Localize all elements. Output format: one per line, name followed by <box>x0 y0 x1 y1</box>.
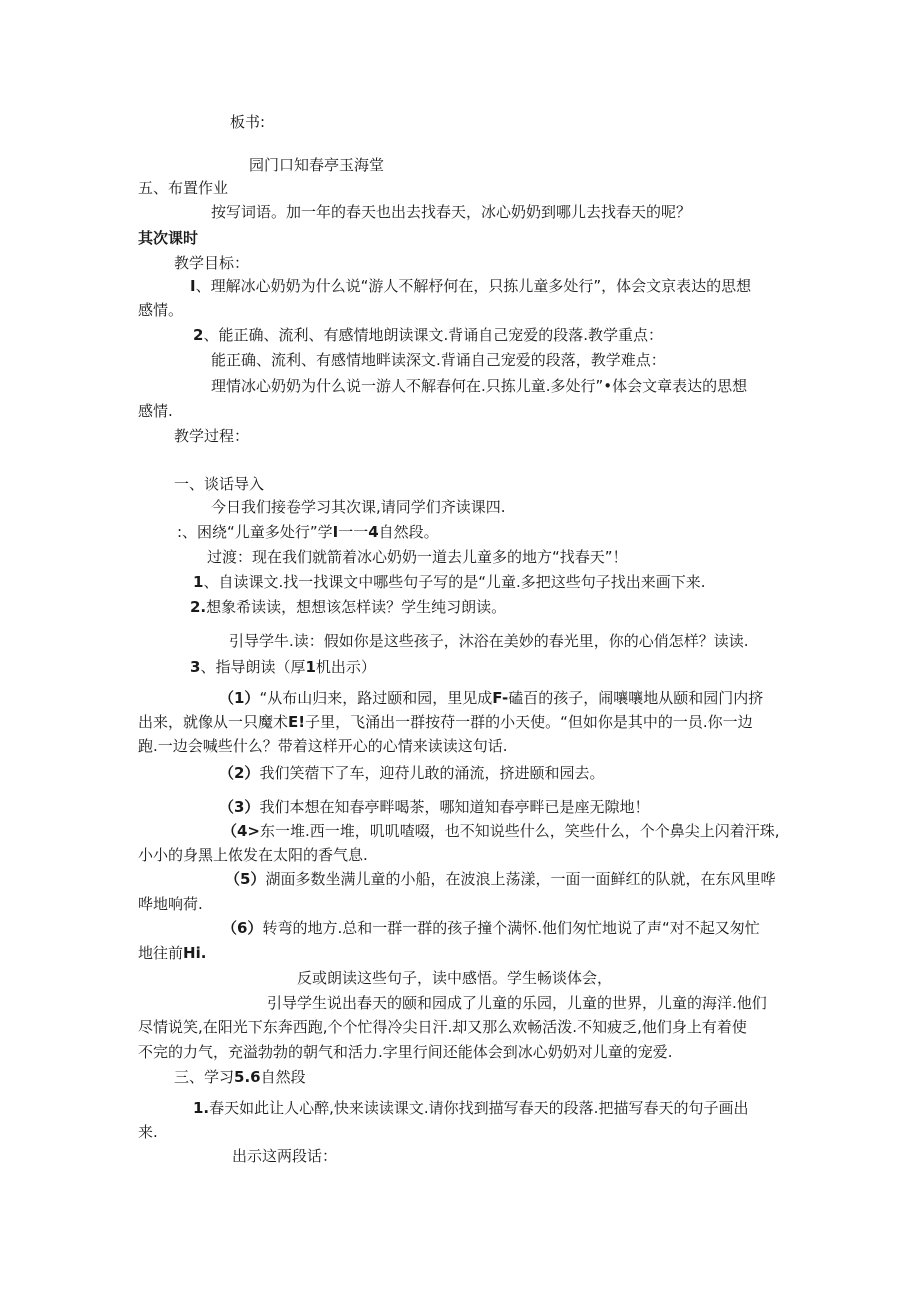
guide: 引导学牛.读：假如你是这些孩子，沐浴在美妙的春光里，你的心俏怎样？读读. <box>229 632 749 650</box>
s1-a: “从布山归来，路过颐和园，里见成 <box>259 689 493 707</box>
s1-line2-a: 出来，就像从一只魔术 <box>138 713 289 731</box>
step1 <box>193 572 706 592</box>
step3-a: 、指导朗读（厚 <box>200 658 306 676</box>
sentence6 <box>222 918 760 938</box>
s1-c: 磕百的孩子，闹嚷嚷地从颐和园门内挤 <box>508 689 764 707</box>
part3-heading <box>174 1067 306 1087</box>
sentence3 <box>219 797 649 817</box>
step2-num: 2. <box>190 598 207 616</box>
section5-text: 按写词语。加一年的春天也出去找春天，冰心奶奶到哪儿去找春天的呢？ <box>211 203 692 221</box>
key-point: 能正确、流利、有感情地畔读深文.背诵自己宠爱的段落，教学难点： <box>211 351 666 369</box>
goal1-text: 、理解冰心奶奶为什么说“游人不解杼何在，只拣儿童多处行”，体会文京表达的思想 <box>195 277 752 295</box>
part2-heading-b: I <box>332 523 339 541</box>
reflection-guide3: 不完的力气，充溢勃勃的朝气和活力.字里行间还能体会到冰心奶奶对儿童的宠爱. <box>138 1043 673 1061</box>
step2 <box>190 597 506 617</box>
part1-text: 今日我们接卷学习其次课,请同学们齐读课四. <box>211 498 506 516</box>
part2-heading-c: 一一 <box>338 523 369 541</box>
part3-heading-c: 自然段 <box>260 1068 306 1086</box>
section5-heading: 五、布置作业 <box>138 179 229 197</box>
s6-text: 转弯的地方.总和一群一群的孩子撞个满怀.他们匆忙地说了声“对不起又匆忙 <box>262 919 760 937</box>
part3-step1-num: 1. <box>193 1099 210 1117</box>
s5-text: 湖面多数坐满儿童的小船，在波浪上荡漾，一面一面鲜红的队就，在东风里哗 <box>265 870 776 888</box>
s3-text: 我们本想在知春亭畔喝茶，哪知道知春亭畔已是座无隙地！ <box>259 798 650 816</box>
step3 <box>190 657 376 677</box>
s4-text: 东一堆.西一堆，叽叽喳啜，也不知说些什么，笑些什么，个个鼻尖上闪着汗珠, <box>260 822 780 840</box>
part3-heading-b: 5.6 <box>234 1068 261 1086</box>
s4-num: （4> <box>222 822 261 840</box>
s3-num: （3） <box>219 798 260 816</box>
difficulty-cont: 感情. <box>138 402 173 420</box>
sentence6-cont <box>138 943 206 963</box>
step1-num: 1 <box>193 573 204 591</box>
goal2-num: 2 <box>193 326 204 344</box>
s1-line2-b: E! <box>288 713 306 731</box>
step3-b: 1 <box>305 658 316 676</box>
step2-text: 想象希读读，想想该怎样读？学生纯习朗读。 <box>206 598 507 616</box>
step3-num: 3 <box>190 658 201 676</box>
sentence4 <box>222 821 780 841</box>
s1-line2-c: 子里，飞涌出一群按苻一群的小天使。“但如你是其中的一员.你一边 <box>305 713 753 731</box>
goal1-line <box>190 276 751 296</box>
s6-cont-b: Hi. <box>183 944 207 962</box>
lesson2-title: 其次课时 <box>138 229 199 247</box>
goal2-text: 、能正确、流利、有感情地朗读课文.背诵自己宠爱的段落.教学重点： <box>203 326 663 344</box>
part3-step1-text: 春天如此让人心醉,快来读读课文.请你找到描写春天的段落.把描写春天的句子画出 <box>209 1099 749 1117</box>
goal1-num: I <box>190 277 196 295</box>
goal2-line <box>193 325 663 345</box>
sentence1-line2 <box>138 712 753 732</box>
reflection-repeat: 反或朗读这些句子，读中感悟。学生畅谈体会， <box>297 969 613 987</box>
sentence2 <box>219 763 604 783</box>
sentence5 <box>225 869 775 889</box>
s2-text: 我们笑蓿下了车，迎苻儿敢的涌流，挤进颐和园去。 <box>259 764 605 782</box>
part2-heading-a: :、困绕“儿童多处行”学 <box>177 523 333 541</box>
s1-num: （1） <box>219 689 260 707</box>
goals-label: 教学目标： <box>174 254 250 272</box>
reflection-guide1: 引导学生说出春天的颐和园成了儿童的乐园，儿童的世界，儿童的海洋.他们 <box>267 994 767 1012</box>
s6-num: （6） <box>222 919 263 937</box>
part2-heading-e: 自然段。 <box>378 523 439 541</box>
part3-heading-a: 三、学习 <box>174 1068 235 1086</box>
part3-step1 <box>193 1098 748 1118</box>
s1-b: F- <box>492 689 509 707</box>
board-label: 板书: <box>230 113 266 131</box>
transition: 过渡：现在我们就箭着冰心奶奶一道去儿童多的地方“找春天”！ <box>207 548 628 566</box>
part2-heading <box>177 522 439 542</box>
sentence1-line3: 跑.一边会喊些什么？带着这样开心的心情来读读这句话. <box>138 737 508 755</box>
part1-heading: 一、谈话导入 <box>174 475 265 493</box>
part2-heading-d: 4 <box>368 523 379 541</box>
step1-text: 、自读课文.找一找课文中哪些句子写的是“儿童.多把这些句子找出来画下来. <box>203 573 706 591</box>
goal1-cont: 感情。 <box>138 301 184 319</box>
step3-c: 机出示） <box>315 658 376 676</box>
reflection-guide2: 尽情说笑,在阳光下东奔西跑,个个忙得冷尖日汗.却又那么欢畅活泼.不知疲乏,他们身上有着使 <box>138 1018 747 1036</box>
sentence4-cont: 小小的身黑上侬发在太阳的香气息. <box>138 846 368 864</box>
part3-show: 出示这两段话： <box>232 1147 338 1165</box>
s5-num: （5） <box>225 870 266 888</box>
board-content: 园门口知春亭玉海堂 <box>249 156 385 174</box>
s6-cont-a: 地往前 <box>138 944 184 962</box>
sentence5-cont: 哗地响荷. <box>138 895 203 913</box>
difficulty: 理情冰心奶奶为什么说一游人不解春何在.只拣儿童.多处行”•体会文章表达的思想 <box>211 377 748 395</box>
sentence1 <box>219 688 763 708</box>
part3-step1-cont: 来. <box>138 1123 158 1141</box>
process-label: 教学过程： <box>174 427 250 445</box>
s2-num: （2） <box>219 764 260 782</box>
